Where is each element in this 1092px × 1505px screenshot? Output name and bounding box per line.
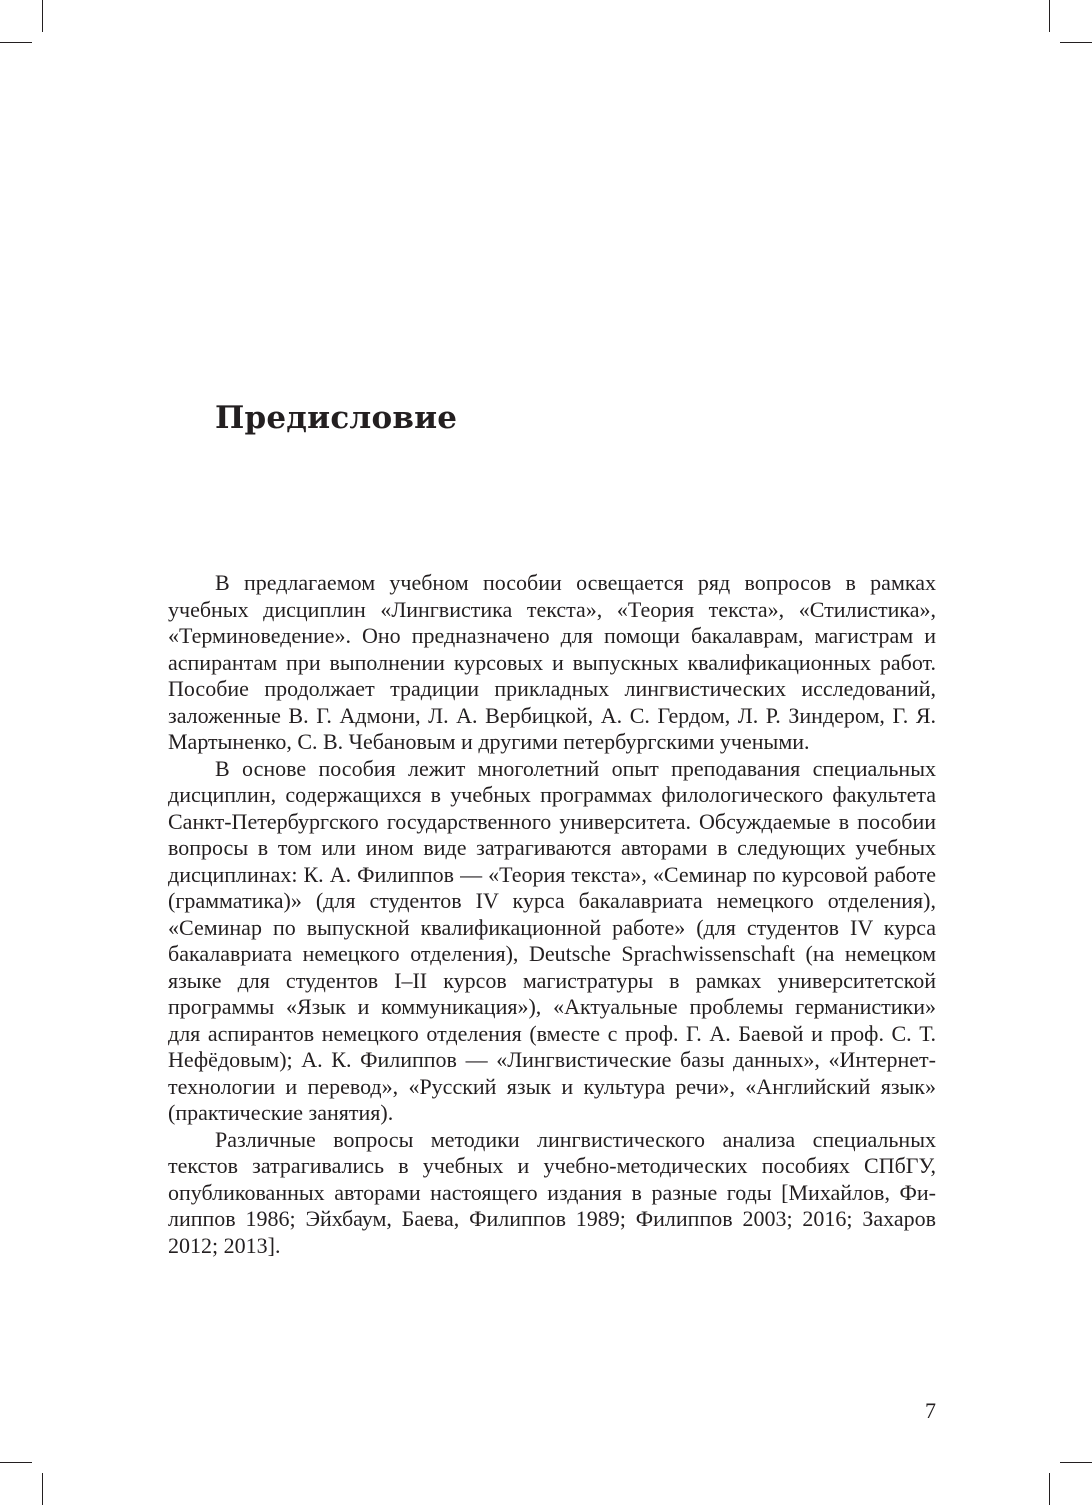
paragraph: В предлагаемом учебном пособии освещается ряд вопросов в рамках учебных дисциплин «Лингвистика текста», «Теория текста», «Стилистика», «Терминоведение». Оно предназначено для помощи бакалаврам, магистрам и аспирантам при выполнении курсовых и выпускных квалификационных работ. Пособие продолжает традиции прикладных лингвистических исследований, заложенные В. Г. Адмони, Л. А. Вербицкой, А. С. Гердом, Л. Р. Зиндером, Г. Я. Мартыненко, С. В. Чебановым и другими петербургскими учеными. bbox=[168, 570, 936, 754]
paragraph: Различные вопросы методики лингвистического анализа специальных текстов затрагивались в учебных и учебно-методических пособиях СПбГУ, опубликованных авторами настоящего издания в разные годы [Михайлов, Филиппов 1986; Эйхбаум, Баева, Филиппов 1989; Филиппов 2003; 2016; Захаров 2012; 2013]. bbox=[168, 1126, 936, 1258]
crop-mark-top-left-v bbox=[42, 0, 43, 32]
crop-mark-bottom-left-v bbox=[42, 1473, 43, 1505]
crop-mark-top-left-h bbox=[0, 42, 32, 43]
page-title: Предисловие bbox=[215, 400, 458, 436]
page-number: 7 bbox=[925, 1398, 936, 1423]
paragraph: В основе пособия лежит многолетний опыт преподавания специальных дисциплин, содержащихся в учебных программах филологического факультета Санкт-Петербургского государственного университета. Обсуждаемые в пособии вопросы в том или ином виде затрагиваются авторами в следующих учебных дисциплинах: К. А. Филиппов — «Теория текста», «Семинар по курсовой работе (грамматика)» (для студентов IV курса бакалавриата немецкого отделения), «Семинар по выпускной квалификационной работе» (для студентов IV курса бакалавриата немецкого отделения), Deutsche Sprachwissenschaft (на немецком языке для студентов I–II курсов магистратуры в рамках университетской программы «Язык и коммуникация»), «Актуальные проблемы германистики» для аспирантов немецкого отделения (вместе с проф. Г. А. Баевой и проф. С. Т. Нефёдовым); А. К. Филиппов — «Лингвистические базы данных», «Интернет-технологии и перевод», «Русский язык и культура речи», «Английский язык» (практические занятия). bbox=[168, 755, 936, 1125]
body-text bbox=[168, 570, 936, 1259]
crop-mark-top-right-v bbox=[1049, 0, 1050, 32]
crop-mark-top-right-h bbox=[1060, 42, 1092, 43]
crop-mark-bottom-right-h bbox=[1060, 1462, 1092, 1463]
crop-mark-bottom-left-h bbox=[0, 1462, 32, 1463]
crop-mark-bottom-right-v bbox=[1049, 1473, 1050, 1505]
